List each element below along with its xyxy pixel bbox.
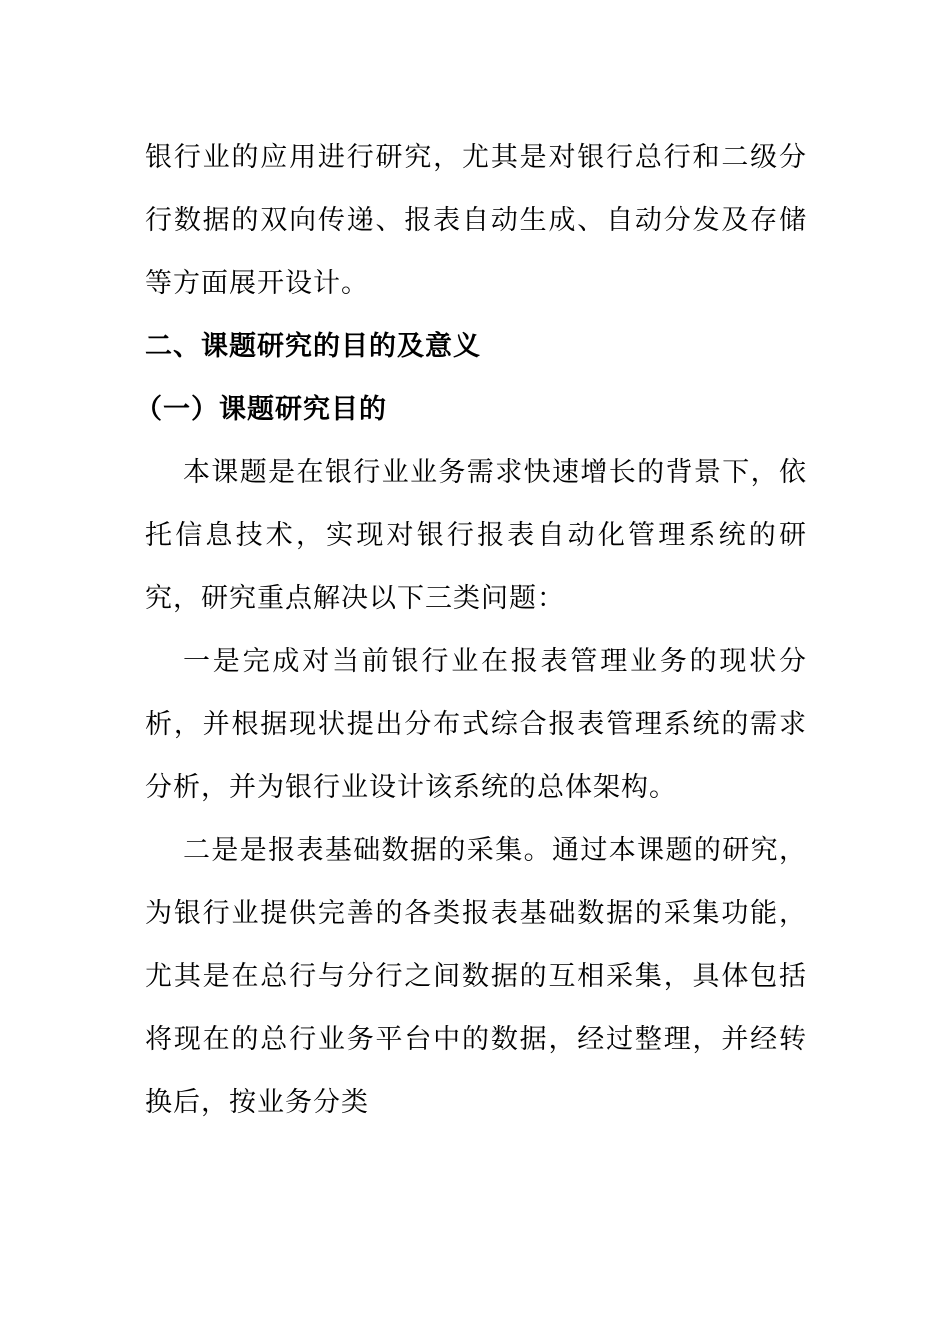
section-heading: 二、课题研究的目的及意义 xyxy=(145,331,481,362)
paragraph-point-two: 二是是报表基础数据的采集。通过本课题的研究，为银行业提供完善的各类报表基础数据的采集功能，尤其是在总行与分行之间数据的互相采集，具体包括将现在的总行业务平台中的数据，经过整理，并经转换后，按业务分类 xyxy=(145,835,807,1118)
paragraph-continuation: 银行业的应用进行研究，尤其是对银行总行和二级分行数据的双向传递、报表自动生成、自动分发及存储等方面展开设计。 xyxy=(145,142,807,299)
subsection-heading: （一）课题研究目的 xyxy=(135,394,387,425)
paragraph-research-goal: 本课题是在银行业业务需求快速增长的背景下，依托信息技术，实现对银行报表自动化管理系统的研究，研究重点解决以下三类问题： xyxy=(145,457,807,614)
document-body xyxy=(135,126,807,1134)
paragraph-point-one: 一是完成对当前银行业在报表管理业务的现状分析，并根据现状提出分布式综合报表管理系统的需求分析，并为银行业设计该系统的总体架构。 xyxy=(145,646,807,803)
